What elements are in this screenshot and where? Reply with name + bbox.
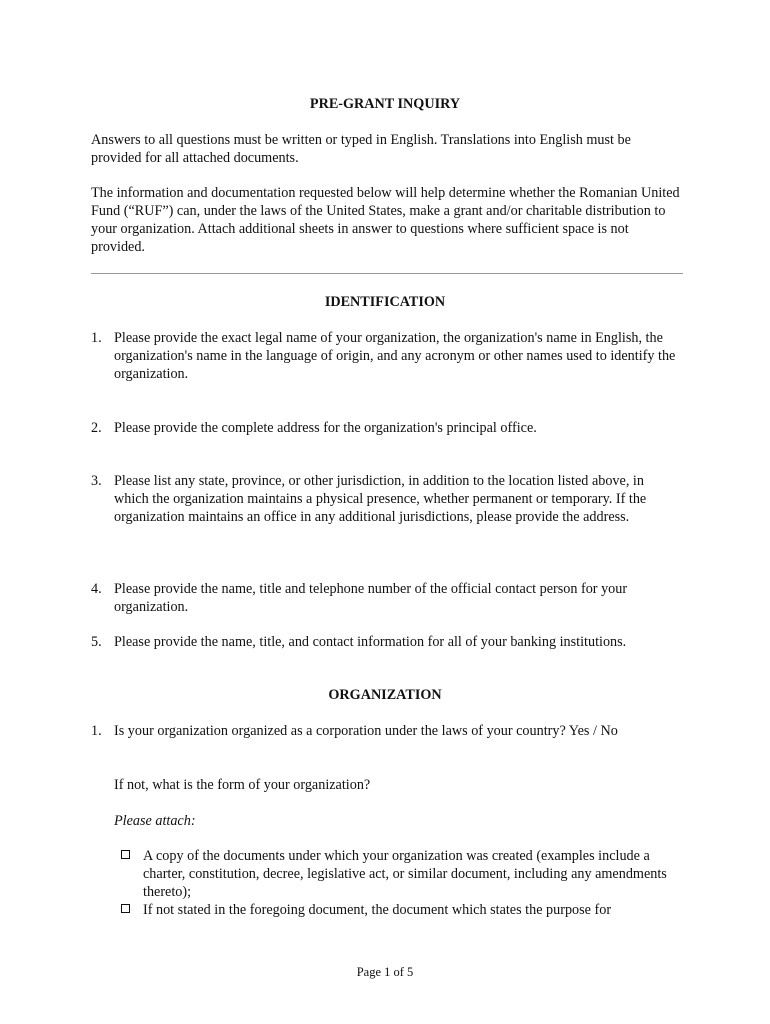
item-text: Is your organization organized as a corporation under the laws of your country? Yes / No — [114, 723, 618, 739]
attach-label: Please attach: — [114, 813, 196, 829]
item-number: 2. — [91, 420, 102, 436]
section-divider — [91, 273, 683, 274]
item-text: Please provide the name, title, and contact information for all of your banking institutions. — [114, 634, 627, 650]
item-number: 1. — [91, 330, 102, 346]
checklist-text: A copy of the documents under which your organization was created (examples include a charter, constitution, decree, legislative act, or similar document, including any amendments thereto); — [143, 848, 667, 900]
identification-heading: IDENTIFICATION — [324, 294, 446, 310]
item-number: 5. — [91, 634, 102, 650]
item-number: 4. — [91, 581, 102, 597]
item-text: Please provide the name, title and telephone number of the official contact person for your organization. — [114, 581, 628, 615]
intro-paragraph-1: Answers to all questions must be written or typed in English. Translations into English must be provided for all attached documents. — [91, 132, 631, 166]
checkbox-icon[interactable] — [121, 850, 130, 859]
item-number: 1. — [91, 723, 102, 739]
item-text: Please provide the complete address for the organization's principal office. — [114, 420, 537, 436]
checkbox-icon[interactable] — [121, 904, 130, 913]
organization-followup-question: If not, what is the form of your organization? — [114, 777, 371, 793]
item-text: Please list any state, province, or other jurisdiction, in addition to the location listed above, in which the organization maintains a physical presence, whether permanent or temporary. If the organization maintains an office in any additional jurisdictions, please provide the address. — [114, 473, 647, 525]
checklist-text: If not stated in the foregoing document, the document which states the purpose for — [143, 902, 612, 918]
document-title: PRE-GRANT INQUIRY — [309, 96, 461, 112]
page-number: Page 1 of 5 — [356, 965, 414, 979]
organization-heading: ORGANIZATION — [328, 687, 442, 703]
intro-paragraph-2: The information and documentation requested below will help determine whether the Romanian United Fund (“RUF”) can, under the laws of the United States, make a grant and/or charitable distribution to your organization. Attach additional sheets in answer to questions where sufficient space is not provided. — [91, 185, 680, 255]
item-number: 3. — [91, 473, 102, 489]
item-text: Please provide the exact legal name of your organization, the organization's name in English, the organization's name in the language of origin, and any acronym or other names used to identify the organization. — [114, 330, 676, 382]
